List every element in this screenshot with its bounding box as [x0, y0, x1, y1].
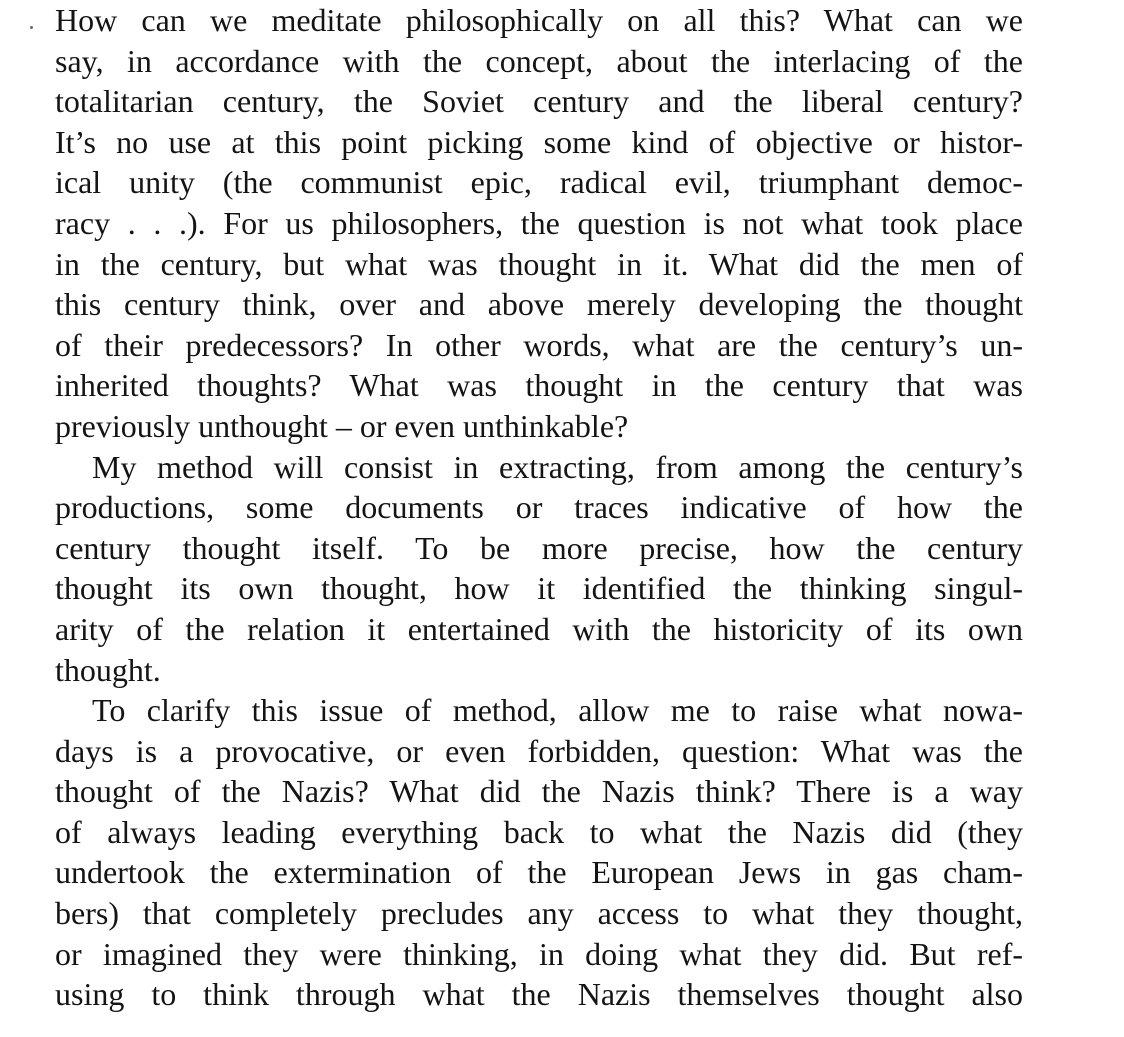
text-line: using to think through what the Nazis themselves thought also — [55, 976, 1023, 1013]
body-text — [55, 0, 1023, 1015]
text-line: productions, some documents or traces indicative of how the — [55, 489, 1023, 526]
text-line: totalitarian century, the Soviet century and the liberal century? — [55, 83, 1023, 120]
text-line: racy . . .). For us philosophers, the question is not what took place — [55, 204, 1023, 241]
text-line: in the century, but what was thought in it. What did the men of — [55, 245, 1023, 282]
text-line: To clarify this issue of method, allow me to raise what nowa- — [92, 692, 1023, 729]
text-line: thought. — [55, 651, 161, 688]
text-line: of always leading everything back to what the Nazis did (they — [55, 813, 1023, 850]
text-line: bers) that completely precludes any access to what they thought, — [55, 895, 1023, 932]
text-line: ical unity (the communist epic, radical evil, triumphant democ- — [55, 164, 1023, 201]
text-line: century thought itself. To be more precise, how the century — [55, 529, 1023, 566]
text-line: thought its own thought, how it identified the thinking singul- — [55, 570, 1023, 607]
text-line: days is a provocative, or even forbidden, question: What was the — [55, 732, 1023, 769]
text-line: previously unthought – or even unthinkable? — [55, 407, 629, 444]
text-line: thought of the Nazis? What did the Nazis think? There is a way — [55, 773, 1023, 810]
text-line: arity of the relation it entertained with the historicity of its own — [55, 610, 1023, 647]
text-line: undertook the extermination of the European Jews in gas cham- — [55, 854, 1023, 891]
text-line: inherited thoughts? What was thought in the century that was — [55, 367, 1023, 404]
text-line: this century think, over and above merely developing the thought — [55, 286, 1023, 323]
text-line: My method will consist in extracting, from among the century’s — [92, 448, 1023, 485]
text-line: It’s no use at this point picking some kind of objective or histor- — [55, 123, 1023, 160]
margin-dot — [30, 26, 33, 29]
text-line: of their predecessors? In other words, what are the century’s un- — [55, 326, 1023, 363]
text-line: or imagined they were thinking, in doing what they did. But ref- — [55, 935, 1023, 972]
text-line: How can we meditate philosophically on all this? What can we — [55, 2, 1023, 38]
text-line: say, in accordance with the concept, about the interlacing of the — [55, 42, 1023, 79]
